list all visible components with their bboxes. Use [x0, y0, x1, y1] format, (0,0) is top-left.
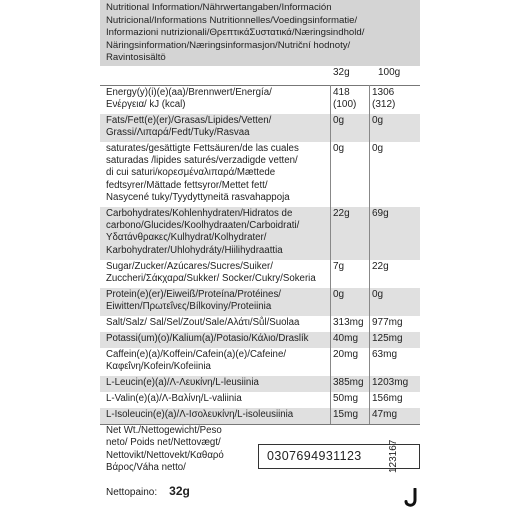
value-line: 0g — [372, 289, 384, 300]
nutrition-row — [100, 408, 420, 424]
nutrient-label — [106, 377, 328, 389]
value-per-32g — [333, 208, 367, 220]
header-line: Nutricional/Informations Nutritionnelles/Voedingsinformatie/ — [106, 14, 358, 26]
nutrition-header — [100, 0, 420, 66]
value-per-32g — [333, 261, 367, 273]
value-per-32g — [333, 289, 367, 301]
barcode-number: 0307694931123 — [258, 444, 420, 469]
nutrient-label — [106, 289, 328, 313]
value-line: 69g — [372, 208, 389, 219]
value-line: 0g — [333, 143, 345, 154]
value-line: 0g — [372, 115, 384, 126]
value-per-100g — [372, 208, 416, 220]
nutrition-row — [100, 316, 420, 332]
value-line: 0g — [333, 115, 345, 126]
value-per-32g — [333, 377, 367, 389]
nutrient-label — [106, 261, 328, 285]
net-weight-line: Net Wt./Nettogewicht/Peso — [106, 425, 222, 436]
nutrition-row — [100, 260, 420, 288]
value-per-32g — [333, 333, 367, 345]
net-weight — [106, 484, 190, 498]
nutrition-row — [100, 207, 420, 260]
value-line: 385mg — [333, 377, 364, 388]
value-line: 15mg — [333, 409, 359, 420]
nutrition-row — [100, 392, 420, 408]
value-per-32g — [333, 143, 367, 155]
net-weight-line: Βάρος/Váha netto/ — [106, 462, 186, 474]
value-per-100g — [372, 317, 416, 329]
nutrient-label-line: Caffein(e)(a)/Koffein/Cafein(a)(e)/Cafeine/ — [106, 349, 287, 360]
nutrient-label-line: L-Valin(e)(a)/Λ-Βαλίνη/L-valiinia — [106, 393, 242, 404]
column-divider — [330, 85, 331, 424]
nutrient-label — [106, 208, 328, 257]
value-line: 20mg — [333, 349, 359, 360]
header-line: Ravintosisältö — [106, 52, 166, 63]
net-weight-line: neto/ Poids net/Nettovægt/ — [106, 437, 221, 449]
value-line: 1306 — [372, 87, 395, 98]
value-per-32g — [333, 317, 367, 329]
nutrient-label-line: Sugar/Zucker/Azúcares/Sucres/Suiker/ — [106, 261, 273, 272]
hook-arrow-icon — [404, 488, 420, 508]
nutrition-row — [100, 114, 420, 142]
value-per-100g — [372, 289, 416, 301]
nutrient-label-line: Nasycené tuky/Tyydyttyneitä rasvahappoja — [106, 191, 290, 203]
value-per-32g — [333, 349, 367, 361]
value-per-100g — [372, 349, 416, 361]
value-per-100g — [372, 393, 416, 405]
value-line: 313mg — [333, 317, 364, 328]
value-line: 50mg — [333, 393, 359, 404]
nutrient-label-line: Energy(y)(i)(e)(aa)/Brennwert/Energía/ — [106, 87, 272, 98]
value-line: 125mg — [372, 333, 403, 344]
nutrient-label — [106, 115, 328, 139]
nutrient-label — [106, 317, 328, 329]
nutrient-label-line: Ενέργεια/ kJ (kcal) — [106, 99, 186, 111]
nutrient-label-line: carbono/Glucides/Koolhydraaten/Carboidrati/ — [106, 220, 300, 232]
value-line: 7g — [333, 261, 345, 272]
value-per-100g — [372, 261, 416, 273]
nutrition-row — [100, 288, 420, 316]
nutrient-label — [106, 349, 328, 373]
value-line: 0g — [372, 143, 384, 154]
nutrient-label-line: fedtsyrer/Mättade fettsyror/Mettet fett/ — [106, 179, 268, 191]
value-line: 977mg — [372, 317, 403, 328]
net-weight-line: Nettovikt/Nettovekt/Καθαρό — [106, 449, 224, 461]
nutrition-row — [100, 142, 420, 207]
nutrient-label-line: Grassi/Λιπαρά/Fedt/Tuky/Rasvaa — [106, 127, 250, 139]
value-line: (100) — [333, 99, 357, 111]
value-line: 22g — [333, 208, 350, 219]
nutrition-row — [100, 348, 420, 376]
net-weight-text — [106, 425, 246, 475]
lot-code: 123167 — [388, 439, 399, 473]
value-line: 47mg — [372, 409, 398, 420]
nutrient-label-line: Karbohydrater/Uhlohydráty/Hiilihydraattia — [106, 244, 283, 256]
value-line: 156mg — [372, 393, 403, 404]
nutrient-label — [106, 409, 328, 421]
nutrition-row — [100, 86, 420, 114]
nutrient-label — [106, 87, 328, 111]
value-line: (312) — [372, 99, 396, 111]
value-per-32g — [333, 87, 367, 111]
value-per-100g — [372, 377, 416, 389]
value-line: 418 — [333, 87, 350, 98]
nutrient-label-line: L-Leucin(e)(a)/Λ-Λευκίνη/L-leusiinia — [106, 377, 259, 388]
net-weight-label: Nettopaino: — [106, 487, 158, 498]
header-line: Nutritional Information/Nährwertangaben/Información — [106, 2, 332, 13]
nutrition-header-text — [106, 2, 411, 65]
value-line: 63mg — [372, 349, 398, 360]
nutrient-label-line: Fats/Fett(e)(er)/Grasas/Lipides/Vetten/ — [106, 115, 272, 126]
nutrient-label-line: saturadas /lipides saturés/verzadigde vetten/ — [106, 155, 298, 167]
nutrition-table — [100, 85, 420, 425]
value-per-100g — [372, 333, 416, 345]
nutrient-label-line: di cui saturi/κορεσμέναλιπαρά/Mættede — [106, 167, 276, 179]
value-per-100g — [372, 115, 416, 127]
value-per-32g — [333, 409, 367, 421]
column-header-32g: 32g — [333, 67, 350, 78]
nutrient-label-line: Potassi(um)(o)/Kalium(a)/Potasio/Κάλιο/Draslík — [106, 333, 309, 344]
nutrient-label-line: Zuccheri/Σάκχαρα/Sukker/ Socker/Cukry/Sokeria — [106, 273, 316, 285]
value-per-100g — [372, 87, 416, 111]
nutrient-label — [106, 393, 328, 405]
nutrient-label-line: L-Isoleucin(e)(a)/Λ-Ισολευκίνη/L-isoleusiinia — [106, 409, 294, 420]
header-line: Informazioni nutrizionali/ΘρεπτικάΣυστατικά/Næringsindhold/ — [106, 27, 365, 38]
nutrient-label-line: Καφεΐνη/Kofein/Kofeiinia — [106, 361, 211, 373]
nutrition-row — [100, 376, 420, 392]
nutrition-label — [100, 0, 420, 520]
value-line: 40mg — [333, 333, 359, 344]
nutrient-label-line: Protein(e)(er)/Eiweiß/Proteína/Protéines/ — [106, 289, 281, 300]
value-line: 1203mg — [372, 377, 409, 388]
nutrient-label-line: Υδατάνθρακες/Kulhydrat/Kolhydrater/ — [106, 232, 267, 244]
nutrient-label-line: Salt/Salz/ Sal/Sel/Zout/Sale/Αλάτι/Sůl/Suolaa — [106, 317, 300, 328]
value-line: 0g — [333, 289, 345, 300]
column-header-100g: 100g — [378, 67, 401, 78]
net-weight-value: 32g — [169, 484, 190, 498]
nutrition-row — [100, 332, 420, 348]
nutrient-label — [106, 333, 328, 345]
nutrient-label — [106, 143, 328, 204]
column-divider — [369, 85, 370, 424]
nutrient-label-line: Carbohydrates/Kohlenhydraten/Hidratos de — [106, 208, 293, 219]
value-per-32g — [333, 393, 367, 405]
nutrient-label-line: Eiwitten/Πρωτεΐνες/Bílkoviny/Proteiinia — [106, 301, 272, 313]
header-line: Näringsinformation/Næringsinformasjon/Nutriční hodnoty/ — [106, 39, 351, 51]
value-per-32g — [333, 115, 367, 127]
value-line: 22g — [372, 261, 389, 272]
nutrient-label-line: saturates/gesättigte Fettsäuren/de las cuales — [106, 143, 299, 154]
value-per-100g — [372, 143, 416, 155]
